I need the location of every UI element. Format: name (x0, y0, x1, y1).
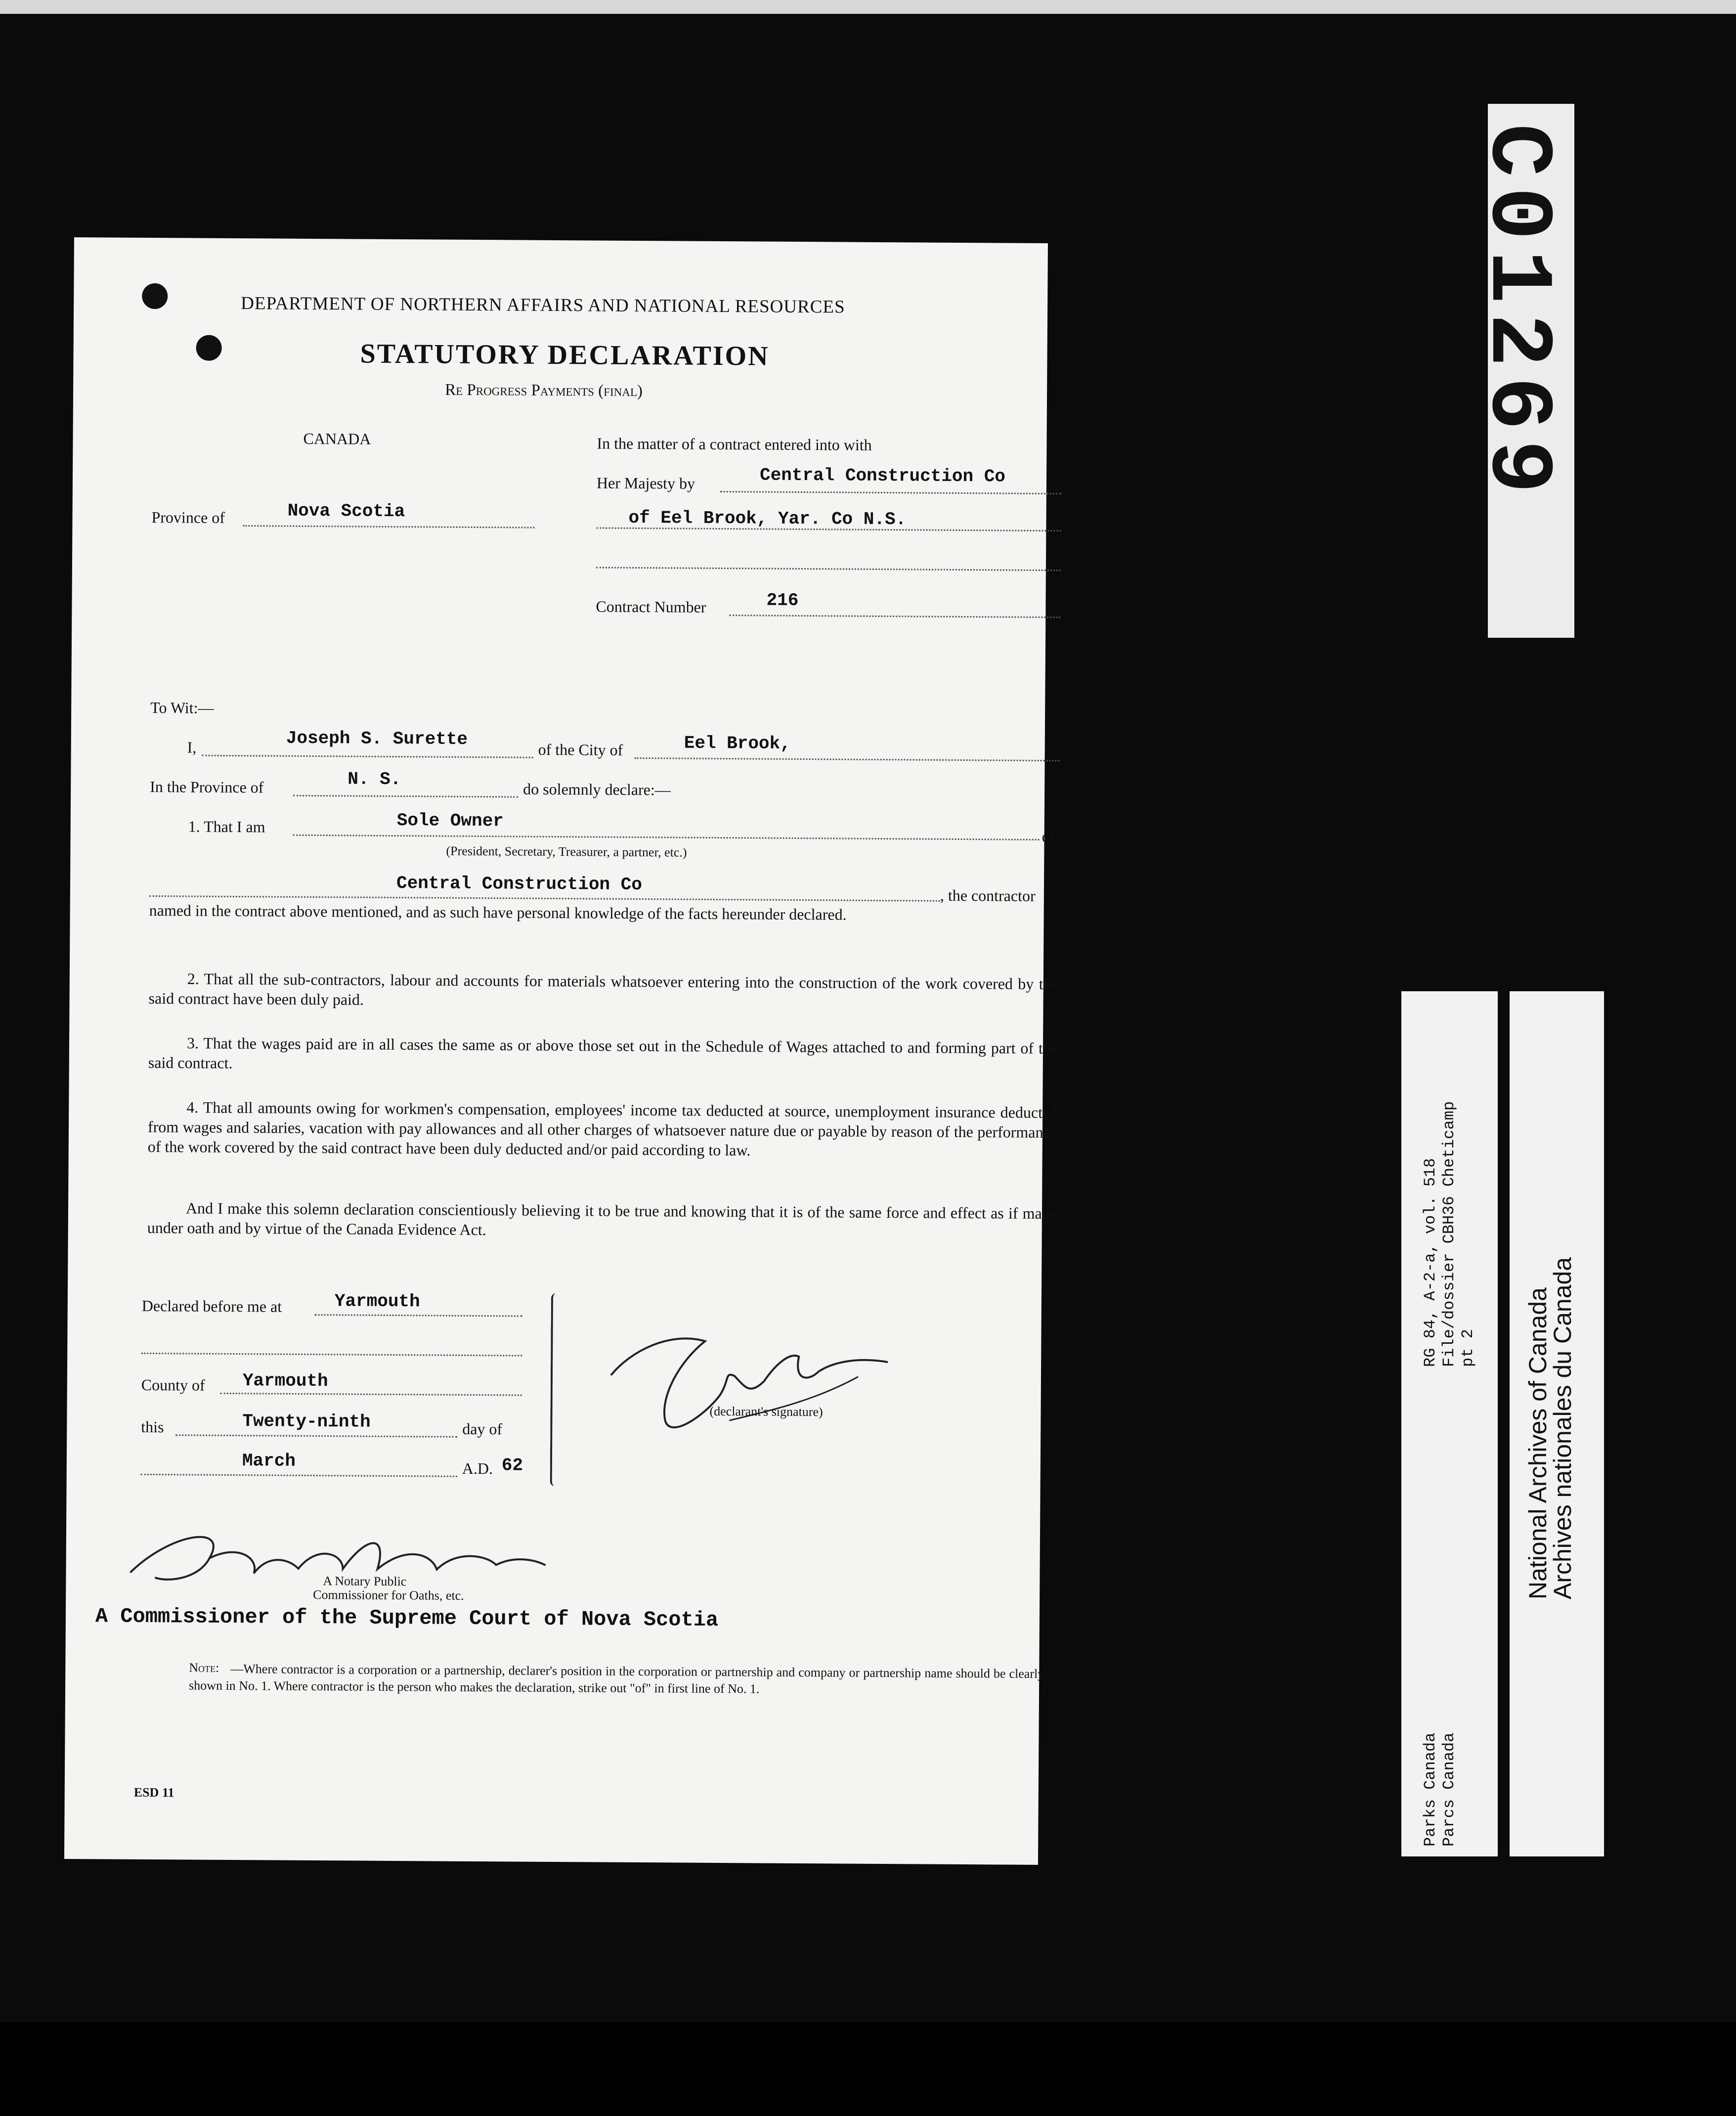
declaration-sheet (64, 237, 1058, 1865)
archive-label (1401, 991, 1604, 1856)
of-label: of (1042, 827, 1055, 846)
county-value: Yarmouth (242, 1370, 328, 1392)
day-line (175, 1434, 457, 1437)
day-value: Twenty-ninth (242, 1411, 371, 1432)
province-line (243, 525, 534, 529)
commissioner-court: A Commissioner of the Supreme Court of Nova Scotia (95, 1604, 719, 1632)
contractor-suffix: , the contractor (940, 886, 1036, 905)
bracket (550, 1293, 560, 1486)
clause-4: 4. That all amounts owing for workmen's compensation, employees' income tax deducted at source, unemployment insurance deducted from wages and salaries, vacation with pay allowances and all other charges of whatsoever nature due or payable by reason of the performance of the work covered by the said contract have been duly deducted and/or paid according to law. (147, 1098, 1058, 1159)
province2-line (293, 795, 518, 798)
label-divider (1498, 991, 1510, 1856)
matter-text: In the matter of a contract entered into with (597, 434, 872, 454)
reel-number-strip (1466, 104, 1574, 638)
reference-line3: pt 2 (1459, 1329, 1477, 1367)
film-bottom-edge (0, 2022, 1736, 2116)
county-label: County of (141, 1375, 205, 1394)
reel-number: C01269 (1466, 124, 1567, 504)
declared-before-label: Declared before me at (141, 1296, 282, 1316)
notary-public: A Notary Public (323, 1574, 407, 1589)
form-code: ESD 11 (133, 1785, 174, 1800)
archives-en: National Archives of Canada (1524, 1287, 1552, 1599)
province-of-label: In the Province of (150, 777, 264, 796)
to-wit: To Wit:— (150, 698, 214, 717)
company-value: Central Construction Co (396, 873, 643, 895)
agency-fr: Parcs Canada (1440, 1732, 1458, 1847)
commissioner-oaths: Commissioner for Oaths, etc. (313, 1587, 464, 1603)
declare-label: do solemnly declare:— (523, 780, 671, 799)
province2-value: N. S. (347, 769, 401, 790)
this-label: this (141, 1417, 164, 1436)
province-value: Nova Scotia (287, 500, 405, 522)
name-line (202, 755, 533, 758)
month-value: March (242, 1451, 296, 1471)
place-line (315, 1314, 522, 1317)
agency-en: Parks Canada (1421, 1732, 1439, 1847)
year-value: 62 (501, 1455, 523, 1476)
blank-line (596, 567, 1061, 571)
contract-number-line (729, 615, 1060, 618)
position-hint: (President, Secretary, Treasurer, a partner, etc.) (446, 843, 687, 860)
form-title: STATUTORY DECLARATION (360, 338, 770, 372)
note-text: —Where contractor is a corporation or a partnership, declarer's position in the corporation or partnership and company or partnership name should be clearly shown in No. 1. Where contractor is the person who makes the declaration, strike out "of" in first line of No. 1. (189, 1661, 1044, 1696)
declared-place: Yarmouth (334, 1291, 420, 1312)
punch-hole (142, 283, 168, 309)
clause-3: 3. That the wages paid are in all cases the same as or above those set out in the Schedule of Wages attached to and forming part of the said contract. (148, 1034, 1058, 1072)
majesty-label: Her Majesty by (596, 474, 695, 492)
month-line (141, 1474, 457, 1477)
item1-label: 1. That I am (188, 817, 265, 836)
clause-2: 2. That all the sub-contractors, labour and accounts for materials whatsoever entering into the construction of the work covered by the said contract have been duly paid. (148, 970, 1058, 1009)
signature-caption: (declarant's signature) (709, 1404, 823, 1419)
county-line (220, 1393, 522, 1396)
city-label: of the City of (538, 740, 623, 759)
contractor-line (720, 491, 1061, 494)
blank-place-line (141, 1353, 522, 1357)
ad-label: A.D. (462, 1459, 493, 1478)
form-subtitle: Re Progress Payments (final) (445, 381, 643, 400)
note-label: Note: (189, 1660, 219, 1675)
film-top-edge (0, 0, 1736, 14)
reference-line1: RG 84, A-2-a, vol. 518 (1421, 1158, 1439, 1367)
contractor-value: Central Construction Co (759, 465, 1006, 487)
item1-rest: named in the contract above mentioned, and as such have personal knowledge of the facts hereunder declared. (149, 901, 847, 924)
country-label: CANADA (303, 429, 371, 448)
city-line (635, 757, 1060, 761)
city-value: Eel Brook, (684, 733, 791, 754)
reference-line2: File/dossier CBH36 Cheticamp (1440, 1101, 1458, 1367)
declarant-signature (601, 1321, 898, 1452)
punch-hole (196, 335, 221, 361)
position-value: Sole Owner (396, 810, 504, 832)
province-label: Province of (151, 508, 225, 527)
position-line (293, 835, 1040, 840)
closing-declaration: And I make this solemn declaration conscientiously believing it to be true and knowing that it is of the same force and effect as if made under oath and by virtue of the Canada Evidence Act. (147, 1199, 1057, 1239)
day-of-label: day of (462, 1419, 503, 1438)
contractor-address: of Eel Brook, Yar. Co N.S. (628, 507, 907, 530)
contract-number-value: 216 (766, 590, 799, 611)
archives-fr: Archives nationales du Canada (1549, 1257, 1576, 1599)
i-label: I, (187, 738, 197, 756)
declarant-name: Joseph S. Surette (286, 728, 468, 749)
contract-number-label: Contract Number (596, 597, 706, 616)
department-heading: DEPARTMENT OF NORTHERN AFFAIRS AND NATIONAL RESOURCES (241, 293, 845, 317)
